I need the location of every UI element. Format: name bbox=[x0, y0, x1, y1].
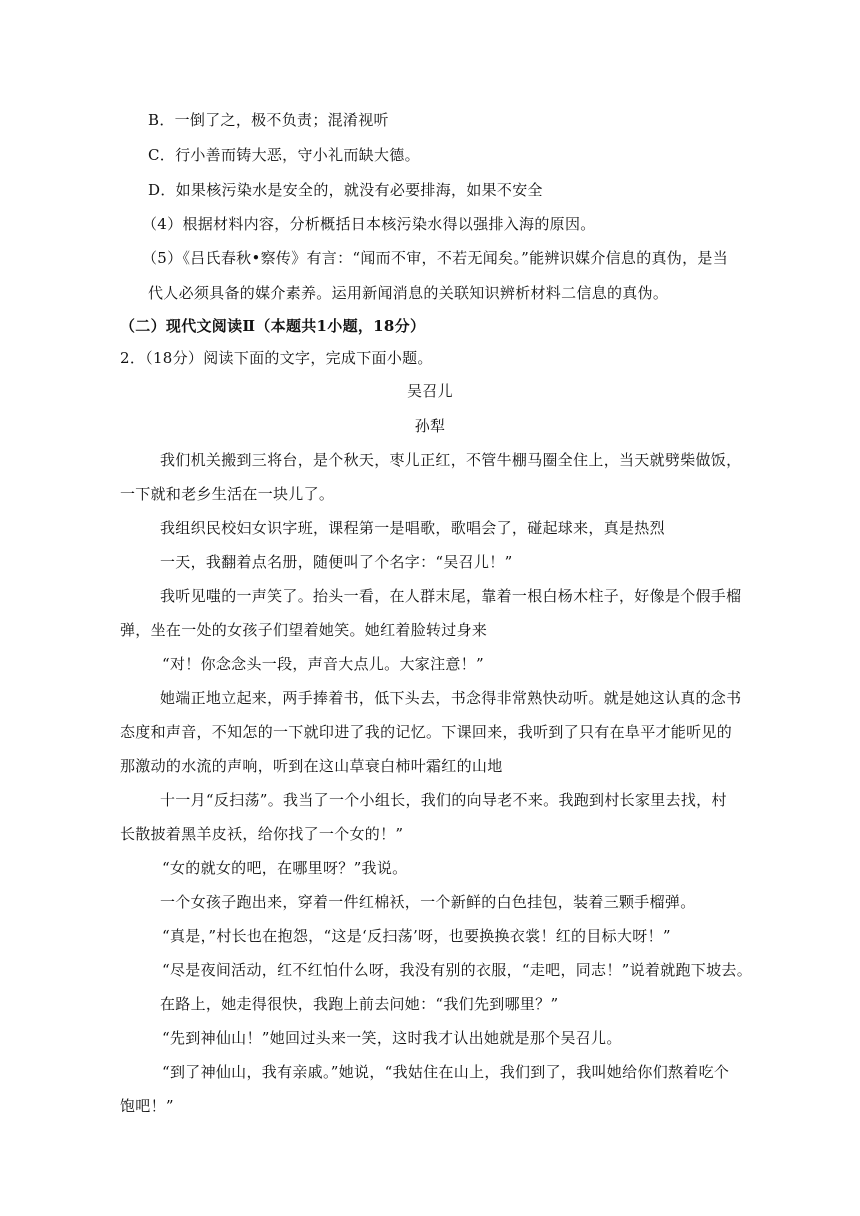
story-line: 长散披着黑羊皮袄，给你找了一个女的！” bbox=[120, 825, 404, 843]
story-line: 在路上，她走得很快，我跑上前去问她：“我们先到哪里？” bbox=[160, 995, 559, 1013]
story-line: 一天，我翻着点名册，随便叫了个名字：“吴召儿！” bbox=[160, 553, 513, 571]
story-line: 一个女孩子跑出来，穿着一件红棉袄，一个新鲜的白色挂包，装着三颗手榴弹。 bbox=[160, 893, 696, 911]
story-line: “先到神仙山！”她回过头来一笑，这时我才认出她就是那个吴召儿。 bbox=[162, 1029, 622, 1047]
story-line: 态度和声音，不知怎的一下就印进了我的记忆。下课回来，我听到了只有在阜平才能听见的 bbox=[120, 723, 733, 741]
section-heading: （二）现代文阅读Ⅱ（本题共1小题，18分） bbox=[120, 317, 426, 335]
story-line: 我们机关搬到三将台，是个秋天，枣儿正红，不管牛棚马圈全住上，当天就劈柴做饭， bbox=[160, 451, 742, 469]
option-c: C．行小善而铸大恶，守小礼而缺大德。 bbox=[148, 146, 420, 164]
story-line: 十一月“反扫荡”。我当了一个小组长，我们的向导老不来。我跑到村长家里去找，村 bbox=[160, 791, 727, 809]
story-line: “女的就女的吧，在哪里呀？”我说。 bbox=[162, 859, 408, 877]
story-line: 弹，坐在一处的女孩子们望着她笑。她红着脸转过身来 bbox=[120, 621, 488, 639]
story-line: “真是，”村长也在抱怨，“这是‘反扫荡’呀，也要换换衣裳！红的目标大呀！” bbox=[162, 927, 671, 945]
story-line: 我组织民校妇女识字班，课程第一是唱歌，歌唱会了，碰起球来，真是热烈 bbox=[160, 519, 665, 537]
story-author: 孙犁 bbox=[414, 417, 446, 435]
story-line: 一下就和老乡生活在一块儿了。 bbox=[120, 485, 335, 503]
question-2-prompt: 2．（18分）阅读下面的文字，完成下面小题。 bbox=[120, 349, 433, 367]
story-line: 她端正地立起来，两手捧着书，低下头去，书念得非常熟快动听。就是她这认真的念书 bbox=[160, 689, 742, 707]
story-line: 饱吧！” bbox=[120, 1097, 174, 1115]
story-line: “尽是夜间活动，红不红怕什么呀，我没有别的衣服，“走吧，同志！”说着就跑下坡去。 bbox=[162, 961, 753, 979]
story-line: 那激动的水流的声响，听到在这山草衰白柿叶霜红的山地 bbox=[120, 757, 503, 775]
story-title: 吴召儿 bbox=[407, 382, 453, 400]
question-5-line-2: 代人必须具备的媒介素养。运用新闻消息的关联知识辨析材料二信息的真伪。 bbox=[148, 284, 669, 302]
story-line: 我听见嗤的一声笑了。抬头一看，在人群末尾，靠着一根白杨木柱子，好像是个假手榴 bbox=[160, 587, 742, 605]
option-d: D．如果核污染水是安全的，就没有必要排海，如果不安全 bbox=[148, 181, 543, 199]
question-4: （4）根据材料内容，分析概括日本核污染水得以强排入海的原因。 bbox=[142, 215, 596, 233]
question-5-line-1: （5）《吕氏春秋•察传》有言：“闻而不审，不若无闻矣。”能辨识媒介信息的真伪，是当 bbox=[142, 249, 729, 267]
story-line: “到了神仙山，我有亲戚。”她说，“我姑住在山上，我们到了，我叫她给你们熬着吃个 bbox=[162, 1063, 730, 1081]
story-line: “对！你念念头一段，声音大点儿。大家注意！” bbox=[162, 655, 484, 673]
option-b: B．一倒了之，极不负责；混淆视听 bbox=[148, 111, 389, 129]
